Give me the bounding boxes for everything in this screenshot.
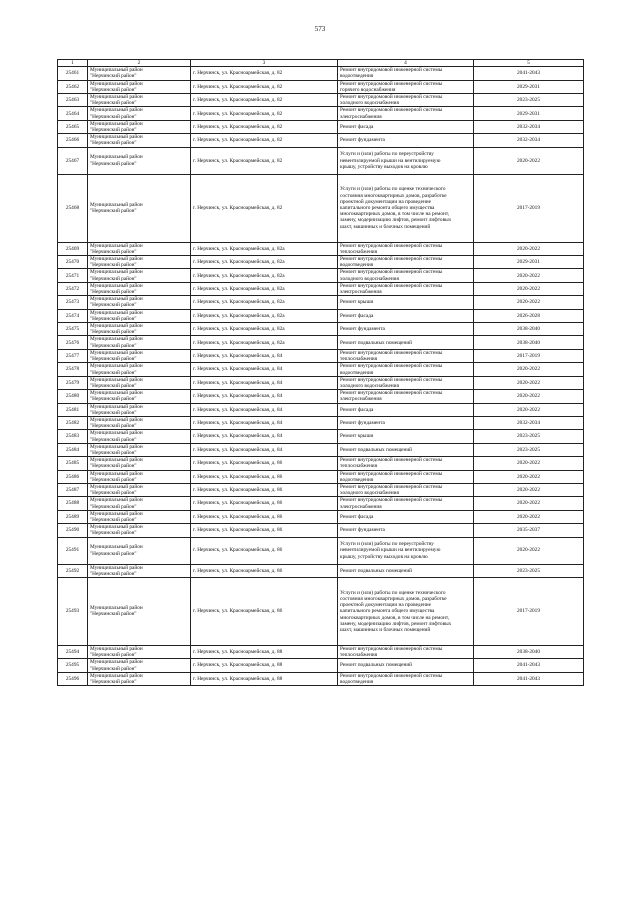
table-row <box>58 120 584 133</box>
table-row <box>58 147 584 174</box>
row-number-cell: 25484 <box>58 443 88 456</box>
row-number-cell: 25468 <box>58 174 88 242</box>
work-type-cell: Ремонт внутридомовой инженерной системы теплоснабжения <box>338 457 474 470</box>
work-type-cell: Услуги и (или) работы по оценке технического состояния многоквартирных домов, разработке проектной документации на проведение капитального ремонта общего имущества многоквартирных домов, в том числе на ремонт, замену, модернизацию лифтов, ремонт лифтовых шахт, машинных и блочных помещений <box>338 577 474 645</box>
district-cell: Муниципальный район "Нерчинский район" <box>88 134 191 147</box>
table-row <box>58 309 584 322</box>
work-type-cell: Ремонт фасада <box>338 403 474 416</box>
period-cell: 2020-2022 <box>474 497 584 510</box>
district-cell: Муниципальный район "Нерчинский район" <box>88 94 191 107</box>
table-row <box>58 67 584 80</box>
work-type-cell: Ремонт внутридомовой инженерной системы горячего водоснабжения <box>338 80 474 93</box>
header-cell: 3 <box>191 60 338 67</box>
work-type-cell: Ремонт внутридомовой инженерной системы холодного водоснабжения <box>338 269 474 282</box>
period-cell: 2041-2043 <box>474 672 584 685</box>
header-cell: 1 <box>58 60 88 67</box>
table-row <box>58 416 584 429</box>
row-number-cell: 25472 <box>58 282 88 295</box>
district-cell: Муниципальный район "Нерчинский район" <box>88 376 191 389</box>
district-cell: Муниципальный район "Нерчинский район" <box>88 524 191 537</box>
table-row <box>58 457 584 470</box>
district-cell: Муниципальный район "Нерчинский район" <box>88 269 191 282</box>
period-cell: 2026-2028 <box>474 309 584 322</box>
district-cell: Муниципальный район "Нерчинский район" <box>88 256 191 269</box>
period-cell: 2020-2022 <box>474 147 584 174</box>
table-row <box>58 524 584 537</box>
row-number-cell: 25461 <box>58 67 88 80</box>
period-cell: 2038-2040 <box>474 323 584 336</box>
work-type-cell: Ремонт крыши <box>338 296 474 309</box>
period-cell: 2020-2022 <box>474 363 584 376</box>
table-row <box>58 107 584 120</box>
district-cell: Муниципальный район "Нерчинский район" <box>88 80 191 93</box>
period-cell: 2023-2025 <box>474 564 584 577</box>
address-cell: г. Нерчинск, ул. Красноармейская, д. 82а <box>191 256 338 269</box>
header-cell: 4 <box>338 60 474 67</box>
work-type-cell: Ремонт подвальных помещений <box>338 659 474 672</box>
district-cell: Муниципальный район "Нерчинский район" <box>88 470 191 483</box>
address-cell: г. Нерчинск, ул. Красноармейская, д. 82 <box>191 134 338 147</box>
row-number-cell: 25488 <box>58 497 88 510</box>
period-cell: 2041-2043 <box>474 659 584 672</box>
work-type-cell: Услуги и (или) работы по переустройству невентилируемой крыши на вентилируемую крышу, устройству выходов на кровлю <box>338 537 474 564</box>
work-type-cell: Ремонт внутридомовой инженерной системы электроснабжения <box>338 282 474 295</box>
table-row <box>58 443 584 456</box>
period-cell: 2020-2022 <box>474 282 584 295</box>
table-row <box>58 483 584 496</box>
row-number-cell: 25466 <box>58 134 88 147</box>
work-type-cell: Ремонт внутридомовой инженерной системы холодного водоснабжения <box>338 94 474 107</box>
period-cell: 2032-2034 <box>474 120 584 133</box>
address-cell: г. Нерчинск, ул. Красноармейская, д. 84 <box>191 430 338 443</box>
period-cell: 2017-2019 <box>474 349 584 362</box>
district-cell: Муниципальный район "Нерчинский район" <box>88 309 191 322</box>
work-type-cell: Ремонт внутридомовой инженерной системы водоотведения <box>338 256 474 269</box>
work-type-cell: Ремонт фундамента <box>338 134 474 147</box>
address-cell: г. Нерчинск, ул. Красноармейская, д. 82 <box>191 94 338 107</box>
row-number-cell: 25493 <box>58 577 88 645</box>
work-type-cell: Ремонт внутридомовой инженерной системы водоотведения <box>338 67 474 80</box>
district-cell: Муниципальный район "Нерчинский район" <box>88 577 191 645</box>
row-number-cell: 25463 <box>58 94 88 107</box>
address-cell: г. Нерчинск, ул. Красноармейская, д. 82 <box>191 120 338 133</box>
work-type-cell: Ремонт внутридомовой инженерной системы водоотведения <box>338 363 474 376</box>
table-row <box>58 577 584 645</box>
address-cell: г. Нерчинск, ул. Красноармейская, д. 84 <box>191 390 338 403</box>
district-cell: Муниципальный район "Нерчинский район" <box>88 242 191 255</box>
period-cell: 2032-2034 <box>474 416 584 429</box>
table-row <box>58 363 584 376</box>
work-type-cell: Ремонт фасада <box>338 120 474 133</box>
address-cell: г. Нерчинск, ул. Красноармейская, д. 84 <box>191 443 338 456</box>
row-number-cell: 25485 <box>58 457 88 470</box>
period-cell: 2029-2031 <box>474 256 584 269</box>
address-cell: г. Нерчинск, ул. Красноармейская, д. 82 <box>191 67 338 80</box>
address-cell: г. Нерчинск, ул. Красноармейская, д. 82а <box>191 323 338 336</box>
district-cell: Муниципальный район "Нерчинский район" <box>88 107 191 120</box>
header-cell: 2 <box>88 60 191 67</box>
period-cell: 2032-2034 <box>474 134 584 147</box>
address-cell: г. Нерчинск, ул. Красноармейская, д. 86 <box>191 524 338 537</box>
address-cell: г. Нерчинск, ул. Красноармейская, д. 84 <box>191 403 338 416</box>
work-type-cell: Ремонт фасада <box>338 309 474 322</box>
period-cell: 2020-2022 <box>474 296 584 309</box>
table-row <box>58 430 584 443</box>
table-row <box>58 323 584 336</box>
work-type-cell: Ремонт подвальных помещений <box>338 443 474 456</box>
row-number-cell: 25462 <box>58 80 88 93</box>
table-row <box>58 497 584 510</box>
address-cell: г. Нерчинск, ул. Красноармейская, д. 86 <box>191 537 338 564</box>
row-number-cell: 25486 <box>58 470 88 483</box>
row-number-cell: 25479 <box>58 376 88 389</box>
work-type-cell: Услуги и (или) работы по переустройству невентилируемой крыши на вентилируемую крышу, устройству выходов на кровлю <box>338 147 474 174</box>
address-cell: г. Нерчинск, ул. Красноармейская, д. 82а <box>191 282 338 295</box>
district-cell: Муниципальный район "Нерчинский район" <box>88 672 191 685</box>
period-cell: 2017-2019 <box>474 174 584 242</box>
district-cell: Муниципальный район "Нерчинский район" <box>88 510 191 523</box>
period-cell: 2020-2022 <box>474 537 584 564</box>
period-cell: 2020-2022 <box>474 269 584 282</box>
period-cell: 2020-2022 <box>474 510 584 523</box>
period-cell: 2017-2019 <box>474 577 584 645</box>
address-cell: г. Нерчинск, ул. Красноармейская, д. 82а <box>191 296 338 309</box>
row-number-cell: 25473 <box>58 296 88 309</box>
address-cell: г. Нерчинск, ул. Красноармейская, д. 82а <box>191 242 338 255</box>
table-row <box>58 269 584 282</box>
work-type-cell: Ремонт внутридомовой инженерной системы электроснабжения <box>338 107 474 120</box>
work-type-cell: Ремонт фасада <box>338 510 474 523</box>
work-type-cell: Услуги и (или) работы по оценке технического состояния многоквартирных домов, разработке проектной документации на проведение капитального ремонта общего имущества многоквартирных домов, в том числе на ремонт, замену, модернизацию лифтов, ремонт лифтовых шахт, машинных и блочных помещений <box>338 174 474 242</box>
period-cell: 2041-2043 <box>474 67 584 80</box>
row-number-cell: 25476 <box>58 336 88 349</box>
period-cell: 2023-2025 <box>474 94 584 107</box>
district-cell: Муниципальный район "Нерчинский район" <box>88 564 191 577</box>
row-number-cell: 25471 <box>58 269 88 282</box>
row-number-cell: 25475 <box>58 323 88 336</box>
district-cell: Муниципальный район "Нерчинский район" <box>88 537 191 564</box>
address-cell: г. Нерчинск, ул. Красноармейская, д. 86 <box>191 577 338 645</box>
address-cell: г. Нерчинск, ул. Красноармейская, д. 82 <box>191 147 338 174</box>
table-row <box>58 537 584 564</box>
period-cell: 2038-2040 <box>474 336 584 349</box>
work-type-cell: Ремонт фундамента <box>338 323 474 336</box>
table-row <box>58 390 584 403</box>
address-cell: г. Нерчинск, ул. Красноармейская, д. 84 <box>191 416 338 429</box>
address-cell: г. Нерчинск, ул. Красноармейская, д. 82а <box>191 336 338 349</box>
address-cell: г. Нерчинск, ул. Красноармейская, д. 86 <box>191 457 338 470</box>
period-cell: 2020-2022 <box>474 242 584 255</box>
row-number-cell: 25495 <box>58 659 88 672</box>
address-cell: г. Нерчинск, ул. Красноармейская, д. 84 <box>191 349 338 362</box>
table-row <box>58 336 584 349</box>
district-cell: Муниципальный район "Нерчинский район" <box>88 443 191 456</box>
district-cell: Муниципальный район "Нерчинский район" <box>88 336 191 349</box>
period-cell: 2020-2022 <box>474 483 584 496</box>
district-cell: Муниципальный район "Нерчинский район" <box>88 120 191 133</box>
period-cell: 2020-2022 <box>474 457 584 470</box>
district-cell: Муниципальный район "Нерчинский район" <box>88 659 191 672</box>
work-type-cell: Ремонт внутридомовой инженерной системы водоотведения <box>338 672 474 685</box>
row-number-cell: 25481 <box>58 403 88 416</box>
table-row <box>58 242 584 255</box>
work-type-cell: Ремонт внутридомовой инженерной системы холодного водоснабжения <box>338 376 474 389</box>
table-row <box>58 282 584 295</box>
period-cell: 2020-2022 <box>474 403 584 416</box>
table-row <box>58 564 584 577</box>
address-cell: г. Нерчинск, ул. Красноармейская, д. 88 <box>191 645 338 658</box>
row-number-cell: 25483 <box>58 430 88 443</box>
district-cell: Муниципальный район "Нерчинский район" <box>88 483 191 496</box>
row-number-cell: 25489 <box>58 510 88 523</box>
address-cell: г. Нерчинск, ул. Красноармейская, д. 86 <box>191 564 338 577</box>
row-number-cell: 25490 <box>58 524 88 537</box>
district-cell: Муниципальный район "Нерчинский район" <box>88 67 191 80</box>
table-row <box>58 80 584 93</box>
address-cell: г. Нерчинск, ул. Красноармейская, д. 82 <box>191 174 338 242</box>
period-cell: 2023-2025 <box>474 443 584 456</box>
address-cell: г. Нерчинск, ул. Красноармейская, д. 82 <box>191 107 338 120</box>
work-type-cell: Ремонт внутридомовой инженерной системы холодного водоснабжения <box>338 483 474 496</box>
table-body <box>58 60 584 686</box>
period-cell: 2020-2022 <box>474 390 584 403</box>
table-header-row <box>58 60 584 67</box>
table-row <box>58 672 584 685</box>
work-type-cell: Ремонт подвальных помещений <box>338 336 474 349</box>
district-cell: Муниципальный район "Нерчинский район" <box>88 645 191 658</box>
work-type-cell: Ремонт внутридомовой инженерной системы теплоснабжения <box>338 645 474 658</box>
table-row <box>58 510 584 523</box>
work-type-cell: Ремонт подвальных помещений <box>338 564 474 577</box>
address-cell: г. Нерчинск, ул. Красноармейская, д. 86 <box>191 483 338 496</box>
address-cell: г. Нерчинск, ул. Красноармейская, д. 86 <box>191 497 338 510</box>
row-number-cell: 25467 <box>58 147 88 174</box>
district-cell: Муниципальный район "Нерчинский район" <box>88 349 191 362</box>
row-number-cell: 25480 <box>58 390 88 403</box>
district-cell: Муниципальный район "Нерчинский район" <box>88 430 191 443</box>
work-type-cell: Ремонт внутридомовой инженерной системы теплоснабжения <box>338 349 474 362</box>
address-cell: г. Нерчинск, ул. Красноармейская, д. 82а <box>191 309 338 322</box>
district-cell: Муниципальный район "Нерчинский район" <box>88 416 191 429</box>
row-number-cell: 25478 <box>58 363 88 376</box>
period-cell: 2023-2025 <box>474 430 584 443</box>
period-cell: 2035-2037 <box>474 524 584 537</box>
row-number-cell: 25492 <box>58 564 88 577</box>
row-number-cell: 25470 <box>58 256 88 269</box>
district-cell: Муниципальный район "Нерчинский район" <box>88 323 191 336</box>
period-cell: 2038-2040 <box>474 645 584 658</box>
table-row <box>58 403 584 416</box>
row-number-cell: 25482 <box>58 416 88 429</box>
table-row <box>58 659 584 672</box>
table-row <box>58 470 584 483</box>
table-row <box>58 296 584 309</box>
address-cell: г. Нерчинск, ул. Красноармейская, д. 88 <box>191 672 338 685</box>
work-type-cell: Ремонт внутридомовой инженерной системы водоотведения <box>338 470 474 483</box>
table-row <box>58 256 584 269</box>
row-number-cell: 25487 <box>58 483 88 496</box>
district-cell: Муниципальный район "Нерчинский район" <box>88 497 191 510</box>
address-cell: г. Нерчинск, ул. Красноармейская, д. 82 <box>191 80 338 93</box>
row-number-cell: 25465 <box>58 120 88 133</box>
district-cell: Муниципальный район "Нерчинский район" <box>88 403 191 416</box>
row-number-cell: 25474 <box>58 309 88 322</box>
district-cell: Муниципальный район "Нерчинский район" <box>88 363 191 376</box>
header-cell: 5 <box>474 60 584 67</box>
period-cell: 2020-2022 <box>474 376 584 389</box>
page-number: 573 <box>314 25 326 33</box>
work-type-cell: Ремонт внутридомовой инженерной системы электроснабжения <box>338 390 474 403</box>
table-row <box>58 174 584 242</box>
table-row <box>58 376 584 389</box>
table-row <box>58 645 584 658</box>
address-cell: г. Нерчинск, ул. Красноармейская, д. 88 <box>191 659 338 672</box>
address-cell: г. Нерчинск, ул. Красноармейская, д. 86 <box>191 510 338 523</box>
district-cell: Муниципальный район "Нерчинский район" <box>88 457 191 470</box>
table-row <box>58 94 584 107</box>
row-number-cell: 25469 <box>58 242 88 255</box>
row-number-cell: 25477 <box>58 349 88 362</box>
district-cell: Муниципальный район "Нерчинский район" <box>88 296 191 309</box>
district-cell: Муниципальный район "Нерчинский район" <box>88 147 191 174</box>
address-cell: г. Нерчинск, ул. Красноармейская, д. 84 <box>191 376 338 389</box>
table-row <box>58 349 584 362</box>
address-cell: г. Нерчинск, ул. Красноармейская, д. 84 <box>191 363 338 376</box>
table-row <box>58 134 584 147</box>
period-cell: 2020-2022 <box>474 470 584 483</box>
work-type-cell: Ремонт внутридомовой инженерной системы теплоснабжения <box>338 242 474 255</box>
row-number-cell: 25496 <box>58 672 88 685</box>
row-number-cell: 25494 <box>58 645 88 658</box>
work-type-cell: Ремонт фундамента <box>338 524 474 537</box>
work-type-cell: Ремонт крыши <box>338 430 474 443</box>
district-cell: Муниципальный район "Нерчинский район" <box>88 390 191 403</box>
work-type-cell: Ремонт внутридомовой инженерной системы электроснабжения <box>338 497 474 510</box>
district-cell: Муниципальный район "Нерчинский район" <box>88 282 191 295</box>
repair-schedule-table <box>57 59 584 686</box>
row-number-cell: 25464 <box>58 107 88 120</box>
address-cell: г. Нерчинск, ул. Красноармейская, д. 82а <box>191 269 338 282</box>
period-cell: 2029-2031 <box>474 107 584 120</box>
district-cell: Муниципальный район "Нерчинский район" <box>88 174 191 242</box>
period-cell: 2029-2031 <box>474 80 584 93</box>
row-number-cell: 25491 <box>58 537 88 564</box>
address-cell: г. Нерчинск, ул. Красноармейская, д. 86 <box>191 470 338 483</box>
work-type-cell: Ремонт фундамента <box>338 416 474 429</box>
